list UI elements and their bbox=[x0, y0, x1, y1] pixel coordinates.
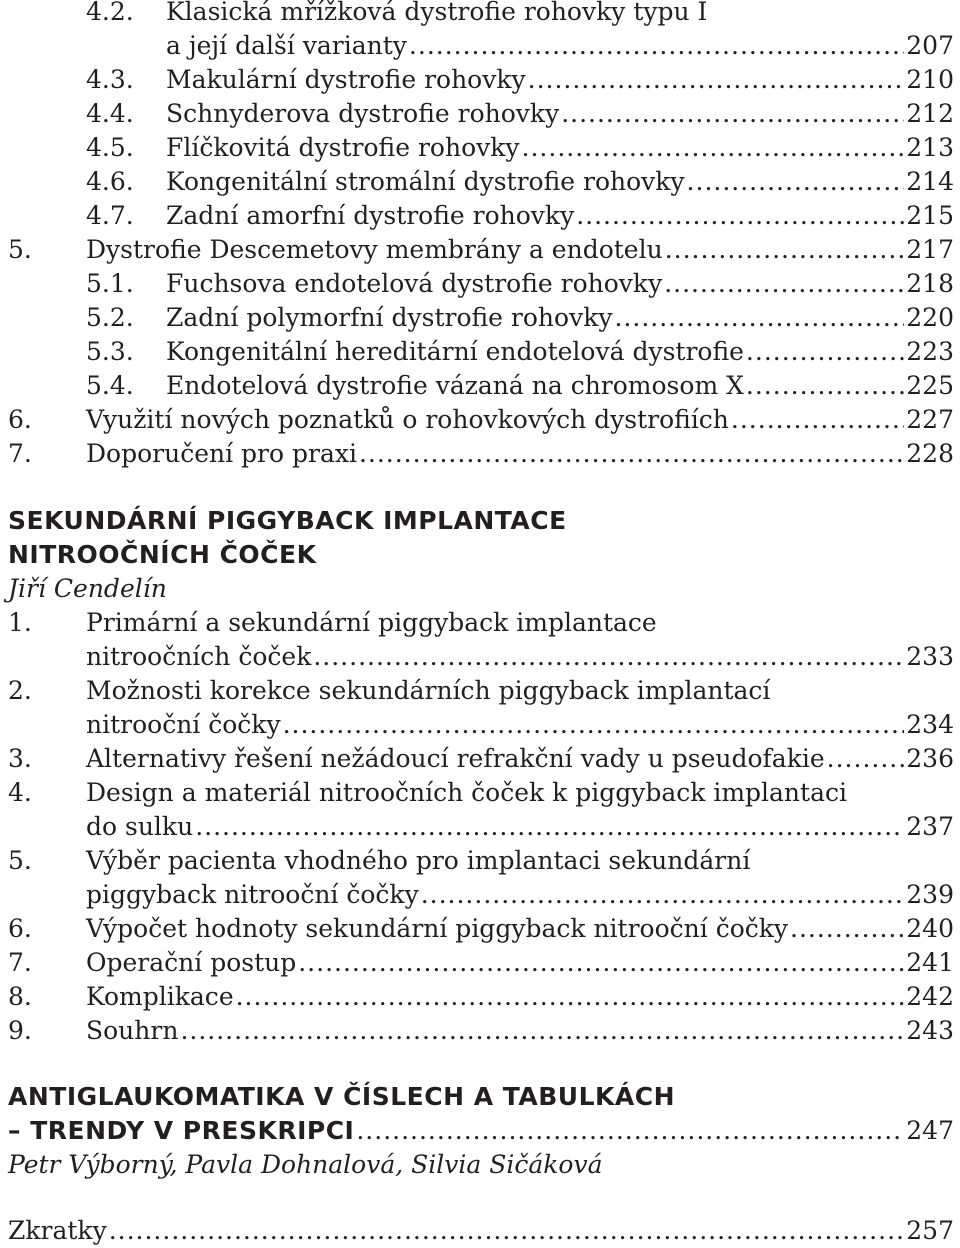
entry-title: Alternativy řešení nežádoucí refrakční vady u pseudofakie bbox=[86, 744, 825, 773]
entry-number: 2. bbox=[8, 676, 32, 705]
toc-entry[interactable] bbox=[0, 878, 954, 912]
toc-entry[interactable] bbox=[0, 97, 954, 131]
entry-number: 4.7. bbox=[86, 201, 134, 230]
entry-number: 4.4. bbox=[86, 99, 134, 128]
leader-dots bbox=[827, 742, 905, 776]
entry-page: 239 bbox=[906, 880, 954, 909]
entry-title: Doporučení pro praxi bbox=[86, 439, 357, 468]
leader-dots bbox=[687, 165, 905, 199]
entry-title: Kongenitální stromální dystrofie rohovky bbox=[166, 167, 685, 196]
toc-entry[interactable] bbox=[0, 708, 954, 742]
leader-dots bbox=[522, 131, 905, 165]
toc-entry[interactable] bbox=[0, 1014, 954, 1048]
section-heading-continued: – TRENDY V PRESKRIPCI bbox=[8, 1116, 355, 1145]
leader-dots bbox=[356, 1114, 904, 1148]
entry-page: 223 bbox=[906, 337, 954, 366]
entry-page: 213 bbox=[906, 133, 954, 162]
entry-page: 236 bbox=[906, 744, 954, 773]
entry-title: nitrooční čočky bbox=[86, 710, 281, 739]
entry-page: 210 bbox=[906, 65, 954, 94]
entry-title: nitroočních čoček bbox=[86, 642, 312, 671]
entry-number: 4.3. bbox=[86, 65, 134, 94]
toc-entry[interactable] bbox=[0, 267, 954, 301]
entry-number: 1. bbox=[8, 608, 32, 637]
entry-page: 220 bbox=[906, 303, 954, 332]
leader-dots bbox=[180, 1014, 904, 1048]
entry-title: Zkratky bbox=[8, 1216, 107, 1245]
toc-entry[interactable] bbox=[0, 199, 954, 233]
toc-entry[interactable] bbox=[0, 810, 954, 844]
entry-title: piggyback nitrooční čočky bbox=[86, 880, 419, 909]
entry-page: 207 bbox=[906, 31, 954, 60]
toc-entry[interactable] bbox=[0, 131, 954, 165]
leader-dots bbox=[664, 267, 904, 301]
entry-title: Fuchsova endotelová dystrofie rohovky bbox=[166, 269, 663, 298]
entry-number: 7. bbox=[8, 439, 32, 468]
toc-entry[interactable] bbox=[0, 0, 954, 29]
leader-dots bbox=[195, 810, 904, 844]
entry-number: 4.5. bbox=[86, 133, 134, 162]
entry-title: Operační postup bbox=[86, 948, 297, 977]
entry-title: Endotelová dystrofie vázaná na chromosom X bbox=[166, 371, 744, 400]
entry-title: a její další varianty bbox=[166, 31, 407, 60]
toc-entry[interactable] bbox=[0, 369, 954, 403]
entry-page: 237 bbox=[906, 812, 954, 841]
leader-dots bbox=[576, 199, 904, 233]
leader-dots bbox=[236, 980, 905, 1014]
leader-dots bbox=[298, 946, 904, 980]
toc-entry[interactable] bbox=[0, 742, 954, 776]
section-heading: NITROOČNÍCH ČOČEK bbox=[8, 540, 317, 569]
toc-entry[interactable] bbox=[0, 674, 954, 708]
entry-title: Zadní amorfní dystrofie rohovky bbox=[166, 201, 575, 230]
toc-entry[interactable] bbox=[0, 1214, 954, 1248]
entry-page: 228 bbox=[906, 439, 954, 468]
toc-entry[interactable] bbox=[0, 335, 954, 369]
entry-number: 5.4. bbox=[86, 371, 134, 400]
entry-number: 4. bbox=[8, 778, 32, 807]
toc-entry[interactable] bbox=[0, 776, 954, 810]
section-author: Jiří Cendelín bbox=[8, 574, 167, 603]
leader-dots bbox=[746, 369, 904, 403]
entry-number: 4.2. bbox=[86, 0, 134, 26]
entry-page: 214 bbox=[906, 167, 954, 196]
entry-page: 243 bbox=[906, 1016, 954, 1045]
toc-entry[interactable] bbox=[0, 437, 954, 471]
entry-number: 4.6. bbox=[86, 167, 134, 196]
section-heading: ANTIGLAUKOMATIKA V ČÍSLECH A TABULKÁCH bbox=[8, 1082, 675, 1111]
section-heading: SEKUNDÁRNÍ PIGGYBACK IMPLANTACE bbox=[8, 506, 567, 535]
entry-number: 5.2. bbox=[86, 303, 134, 332]
leader-dots bbox=[409, 29, 904, 63]
entry-title: Dystrofie Descemetovy membrány a endotelu bbox=[86, 235, 663, 264]
toc-entry[interactable] bbox=[0, 844, 954, 878]
toc-entry[interactable] bbox=[0, 640, 954, 674]
entry-number: 9. bbox=[8, 1016, 32, 1045]
toc-entry[interactable] bbox=[0, 63, 954, 97]
entry-page: 215 bbox=[906, 201, 954, 230]
leader-dots bbox=[109, 1214, 905, 1248]
toc-entry[interactable] bbox=[0, 165, 954, 199]
entry-page: 257 bbox=[906, 1216, 954, 1245]
entry-page: 240 bbox=[906, 914, 954, 943]
toc-entry[interactable] bbox=[0, 1114, 954, 1148]
leader-dots bbox=[561, 97, 904, 131]
entry-number: 3. bbox=[8, 744, 32, 773]
toc-entry[interactable] bbox=[0, 301, 954, 335]
toc-entry[interactable] bbox=[0, 980, 954, 1014]
entry-title: Design a materiál nitroočních čoček k piggyback implantaci bbox=[86, 778, 847, 807]
entry-title: Využití nových poznatků o rohovkových dystrofiích bbox=[86, 405, 729, 434]
entry-title: do sulku bbox=[86, 812, 194, 841]
leader-dots bbox=[528, 63, 905, 97]
leader-dots bbox=[313, 640, 904, 674]
entry-page: 218 bbox=[906, 269, 954, 298]
leader-dots bbox=[790, 912, 904, 946]
leader-dots bbox=[731, 403, 904, 437]
toc-entry[interactable] bbox=[0, 912, 954, 946]
toc-entry[interactable] bbox=[0, 606, 954, 640]
toc-entry[interactable] bbox=[0, 403, 954, 437]
entry-title: Flíčkovitá dystrofie rohovky bbox=[166, 133, 520, 162]
leader-dots bbox=[359, 437, 904, 471]
entry-title: Kongenitální hereditární endotelová dystrofie bbox=[166, 337, 744, 366]
entry-title: Komplikace bbox=[86, 982, 234, 1011]
entry-number: 5.3. bbox=[86, 337, 134, 366]
entry-page: 217 bbox=[906, 235, 954, 264]
entry-number: 5.1. bbox=[86, 269, 134, 298]
entry-page: 233 bbox=[906, 642, 954, 671]
entry-number: 5. bbox=[8, 846, 32, 875]
entry-title: Výběr pacienta vhodného pro implantaci sekundární bbox=[86, 846, 751, 875]
leader-dots bbox=[614, 301, 904, 335]
entry-title: Možnosti korekce sekundárních piggyback implantací bbox=[86, 676, 771, 705]
entry-title: Primární a sekundární piggyback implantace bbox=[86, 608, 657, 637]
entry-title: Výpočet hodnoty sekundární piggyback nitrooční čočky bbox=[86, 914, 789, 943]
entry-page: 225 bbox=[906, 371, 954, 400]
entry-page: 242 bbox=[906, 982, 954, 1011]
leader-dots bbox=[421, 878, 905, 912]
entry-page: 247 bbox=[906, 1116, 954, 1145]
entry-title: Makulární dystrofie rohovky bbox=[166, 65, 526, 94]
entry-number: 7. bbox=[8, 948, 32, 977]
entry-page: 212 bbox=[906, 99, 954, 128]
entry-title: Schnyderova dystrofie rohovky bbox=[166, 99, 560, 128]
section-authors: Petr Výborný, Pavla Dohnalová, Silvia Sičáková bbox=[8, 1150, 603, 1179]
leader-dots bbox=[746, 335, 904, 369]
leader-dots bbox=[283, 708, 905, 742]
toc-entry[interactable] bbox=[0, 946, 954, 980]
entry-number: 6. bbox=[8, 914, 32, 943]
toc-entry[interactable] bbox=[0, 29, 954, 63]
entry-page: 241 bbox=[906, 948, 954, 977]
entry-title: Klasická mřížková dystrofie rohovky typu I bbox=[166, 0, 708, 26]
entry-title: Zadní polymorfní dystrofie rohovky bbox=[166, 303, 613, 332]
entry-number: 6. bbox=[8, 405, 32, 434]
leader-dots bbox=[665, 233, 905, 267]
entry-page: 227 bbox=[906, 405, 954, 434]
entry-number: 5. bbox=[8, 235, 32, 264]
entry-title: Souhrn bbox=[86, 1016, 179, 1045]
toc-entry[interactable] bbox=[0, 233, 954, 267]
entry-number: 8. bbox=[8, 982, 32, 1011]
entry-page: 234 bbox=[906, 710, 954, 739]
